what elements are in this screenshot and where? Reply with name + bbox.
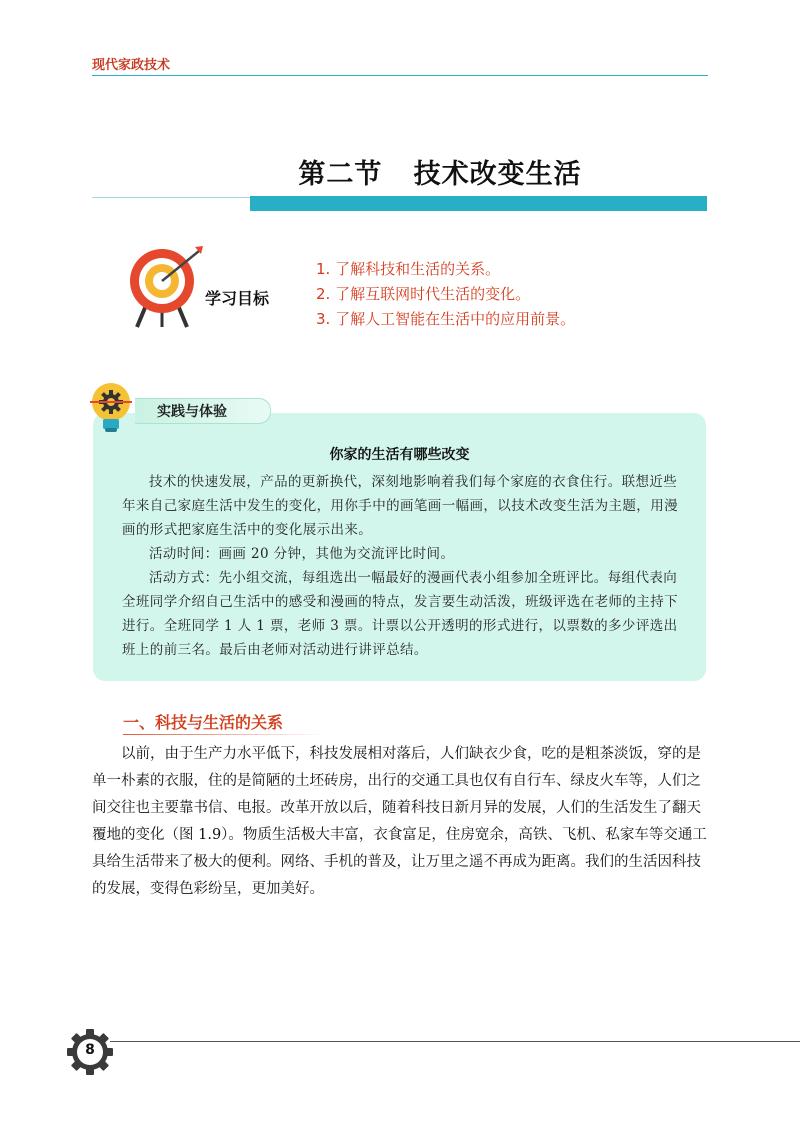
target-icon	[125, 243, 205, 328]
subsection-heading: 一、科技与生活的关系	[123, 713, 284, 732]
practice-paragraph: 活动时间：画画 20 分钟，其他为交流评比时间。	[149, 546, 455, 562]
page-number: 8	[85, 1042, 95, 1058]
objectives-label: 学习目标	[205, 289, 270, 308]
subsection-underline	[123, 734, 323, 735]
practice-paragraph: 技术的快速发展，产品的更新换代，深刻地影响着我们每个家庭的衣食住行。联想近些年来自己家庭生活中发生的变化，用你手中的画笔画一幅画，以技术改变生活为主题，用漫画的形式把家庭生活中的变化展示出来。	[122, 474, 678, 538]
objective-item: 2. 了解互联网时代生活的变化。	[316, 285, 531, 303]
practice-body	[122, 470, 687, 662]
objective-item: 3. 了解人工智能在生活中的应用前景。	[316, 310, 576, 328]
practice-paragraph: 活动方式：先小组交流，每组选出一幅最好的漫画代表小组参加全班评比。每组代表向全班同学介绍自己生活中的感受和漫画的特点，发言要生动活泼，班级评选在老师的主持下进行。全班同学 1 人 1 票，老师 3 票。计票以公开透明的形式进行，以票数的多少评选出班上的前三名。最后由老师对活动进行讲评总结。	[122, 570, 678, 658]
lightbulb-gear-icon	[88, 382, 134, 434]
title-underline-bar	[250, 196, 707, 211]
objectives-list	[316, 257, 575, 332]
objective-item: 1. 了解科技和生活的关系。	[316, 260, 501, 278]
main-paragraph	[92, 741, 708, 903]
practice-tab	[135, 398, 271, 424]
section-title: 第二节 技术改变生活	[298, 159, 582, 190]
running-header: 现代家政技术	[92, 58, 171, 73]
footer-line	[110, 1041, 800, 1042]
practice-title: 你家的生活有哪些改变	[329, 447, 470, 463]
header-divider	[92, 75, 708, 76]
body-paragraph: 以前，由于生产力水平低下，科技发展相对落后，人们缺衣少食，吃的是粗茶淡饭，穿的是单一朴素的衣服，住的是简陋的土坯砖房，出行的交通工具也仅有自行车、绿皮火车等，人们之间交往也主要靠书信、电报。改革开放以后，随着科技日新月异的发展，人们的生活发生了翻天覆地的变化（图 1.9）。物质生活极大丰富，衣食富足，住房宽余，高铁、飞机、私家车等交通工具给生活带来了极大的便利。网络、手机的普及，让万里之遥不再成为距离。我们的生活因科技的发展，变得色彩纷呈，更加美好。	[92, 746, 707, 897]
title-underline-thin	[92, 197, 252, 198]
practice-tab-label: 实践与体验	[157, 404, 227, 420]
